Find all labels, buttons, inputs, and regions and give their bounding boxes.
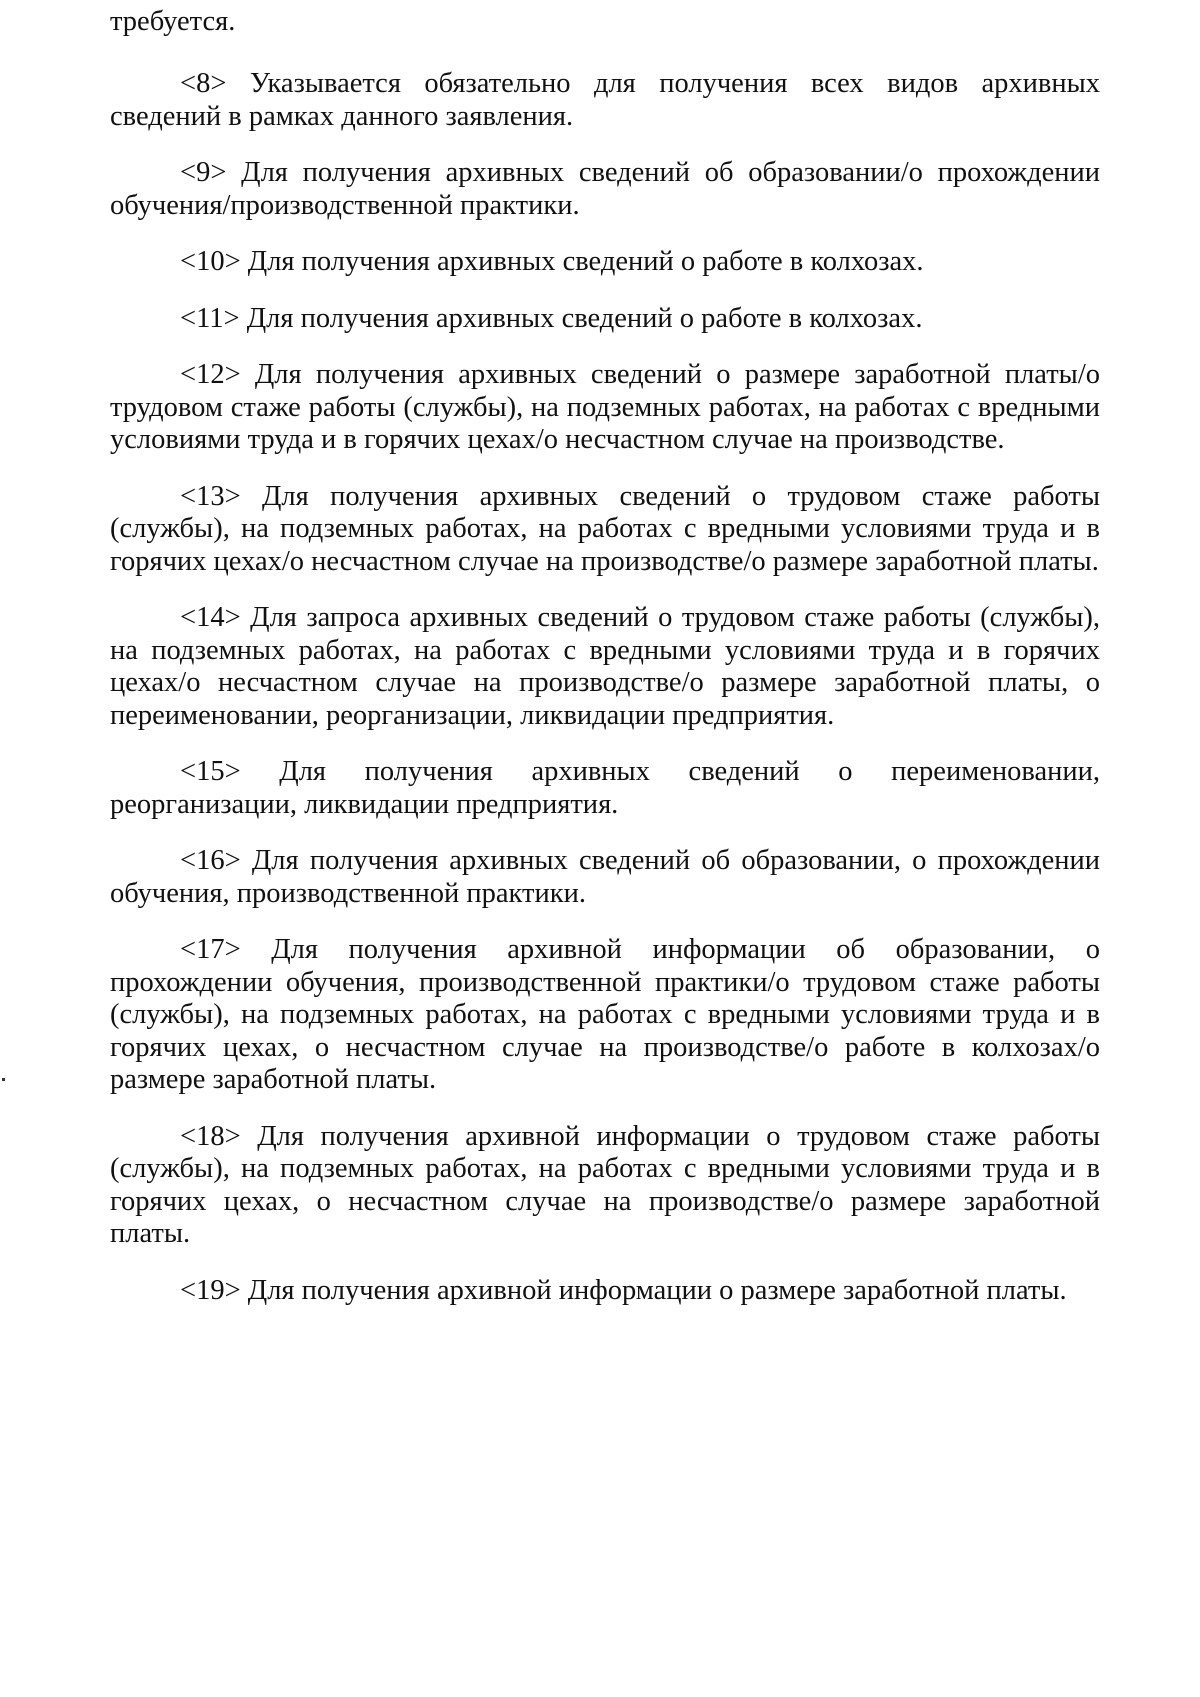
- footnote-11: <11> Для получения архивных сведений о работе в колхозах.: [180, 302, 923, 334]
- footnote-8: <8> Указывается обязательно для получения всех видов архивных сведений в рамках данного заявления.: [110, 68, 1100, 132]
- footnote-14: <14> Для запроса архивных сведений о трудовом стаже работы (службы), на подземных работах, на работах с вредными условиями труда и в горячих цехах/о несчастном случае на производстве/о размере заработной платы, о переименовании, реорганизации, ликвидации предприятия.: [110, 602, 1100, 731]
- document-body: [110, 0, 1100, 1307]
- footnote-15: <15> Для получения архивных сведений о переименовании, реорганизации, ликвидации предприятия.: [110, 756, 1100, 820]
- footnote-17: <17> Для получения архивной информации об образовании, о прохождении обучения, производственной практики/о трудовом стаже работы (службы), на подземных работах, на работах с вредными условиями труда и в горячих цехах, о несчастном случае на производстве/о работе в колхозах/о размере заработной платы.: [110, 934, 1100, 1095]
- scan-speck: [2, 1078, 5, 1081]
- footnote-16: <16> Для получения архивных сведений об образовании, о прохождении обучения, производственной практики.: [110, 845, 1100, 909]
- top-fragment: требуется.: [110, 6, 236, 37]
- footnote-18: <18> Для получения архивной информации о трудовом стаже работы (службы), на подземных работах, на работах с вредными условиями труда и в горячих цехах, о несчастном случае на производстве/о размере заработной платы.: [110, 1120, 1100, 1249]
- footnote-9: <9> Для получения архивных сведений об образовании/о прохождении обучения/производственной практики.: [110, 157, 1100, 221]
- footnote-19: <19> Для получения архивной информации о размере заработной платы.: [180, 1274, 1067, 1306]
- footnote-12: <12> Для получения архивных сведений о размере заработной платы/о трудовом стаже работы (службы), на подземных работах, на работах с вредными условиями труда и в горячих цехах/о несчастном случае на производстве.: [110, 359, 1100, 455]
- footnote-13: <13> Для получения архивных сведений о трудовом стаже работы (службы), на подземных работах, на работах с вредными условиями труда и в горячих цехах/о несчастном случае на производстве/о размере заработной платы.: [110, 480, 1100, 577]
- footnote-10: <10> Для получения архивных сведений о работе в колхозах.: [180, 246, 924, 277]
